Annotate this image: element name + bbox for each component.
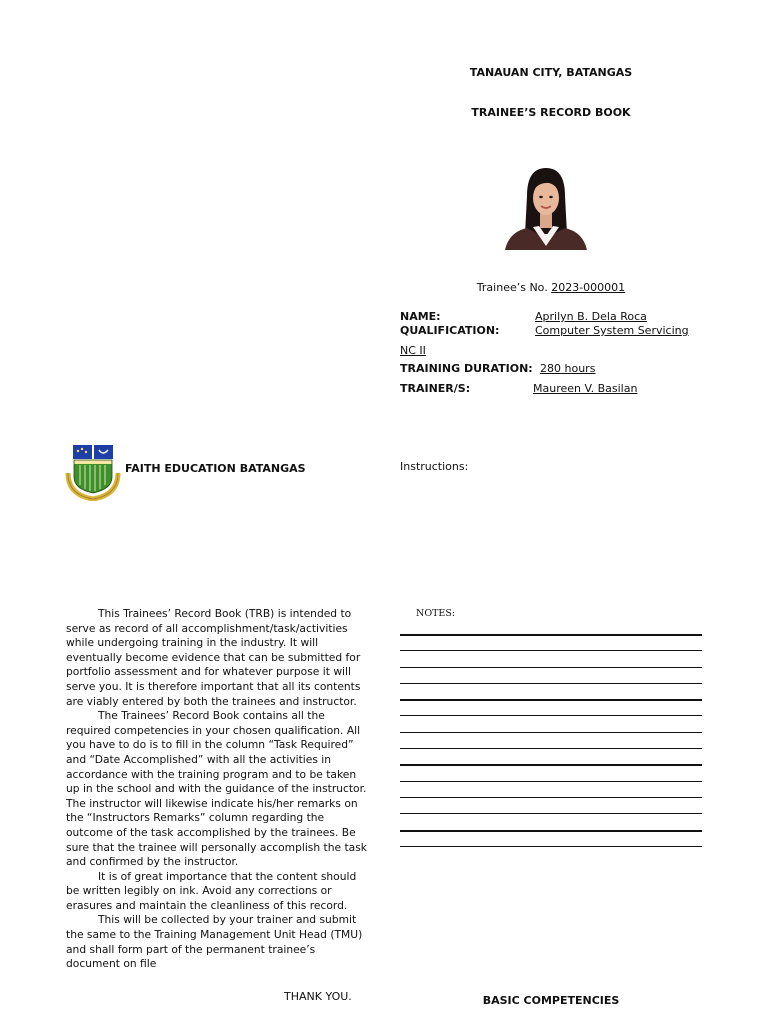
note-line[interactable] [400,650,702,666]
body-paragraph: This Trainees’ Record Book (TRB) is intended to serve as record of all accomplishment/task/activities while undergoing training in the industry. It will eventually become evidence that can be submitted for portfolio assessment and for whatever purpose it will serve you. It is therefore important that all its contents are viably entered by both the trainees and instructor. [66,607,361,708]
note-line[interactable] [400,813,702,829]
instructions-body [66,607,370,972]
basic-competencies-heading: BASIC COMPETENCIES [482,994,620,1007]
trainee-number-value: 2023-000001 [551,281,626,294]
note-line[interactable] [400,764,702,780]
qualification-label: QUALIFICATION: [400,324,500,337]
note-line[interactable] [400,667,702,683]
trainer-value: Maureen V. Basilan [533,382,638,395]
trainee-photo [503,166,589,250]
note-line[interactable] [400,715,702,731]
instructions-label: Instructions: [400,460,469,473]
duration-value: 280 hours [540,362,596,375]
note-line[interactable] [400,781,702,797]
note-line[interactable] [400,683,702,699]
name-label: NAME: [400,310,441,323]
name-value: Aprilyn B. Dela Roca [535,310,647,323]
closing-text: THANK YOU. [284,990,352,1003]
note-line[interactable] [400,748,702,764]
qualification-value: Computer System Servicing [535,324,689,337]
trainee-number-line [400,281,702,294]
body-paragraph: The Trainees’ Record Book contains all the required competencies in your chosen qualification. All you have to do is to fill in the column “Task Required” and “Date Accomplished” with all the activities in accordance with the training program and to be taken up in the school and with the guidance of the instructor. The instructor will likewise indicate his/her remarks on the “Instructors Remarks” column regarding the outcome of the task accomplished by the trainees. Be sure that the trainee will personally accomplish the task and confirmed by the instructor. [66,709,367,869]
note-line[interactable] [400,846,702,847]
record-book-title: TRAINEE’S RECORD BOOK [471,106,631,119]
qualification-level: NC II [400,344,426,357]
notes-label: NOTES: [416,608,456,619]
note-line[interactable] [400,634,702,650]
note-line[interactable] [400,732,702,748]
note-line[interactable] [400,699,702,715]
body-paragraph: This will be collected by your trainer and submit the same to the Training Management Unit Head (TMU) and shall form part of the permanent trainee’s document on file [66,913,363,971]
note-line[interactable] [400,830,702,846]
notes-lines [400,634,702,847]
trainer-label: TRAINER/S: [400,382,471,395]
school-crest-icon [64,443,122,501]
note-line[interactable] [400,797,702,813]
school-name: FAITH EDUCATION BATANGAS [125,462,306,475]
city-heading: TANAUAN CITY, BATANGAS [469,66,633,79]
body-paragraph: It is of great importance that the content should be written legibly on ink. Avoid any corrections or erasures and maintain the cleanliness of this record. [66,869,357,912]
trainee-number-label: Trainee’s No. [476,281,548,294]
trainee-photo-icon [503,166,589,250]
duration-label: TRAINING DURATION: [400,362,533,375]
school-crest-logo [64,443,122,501]
